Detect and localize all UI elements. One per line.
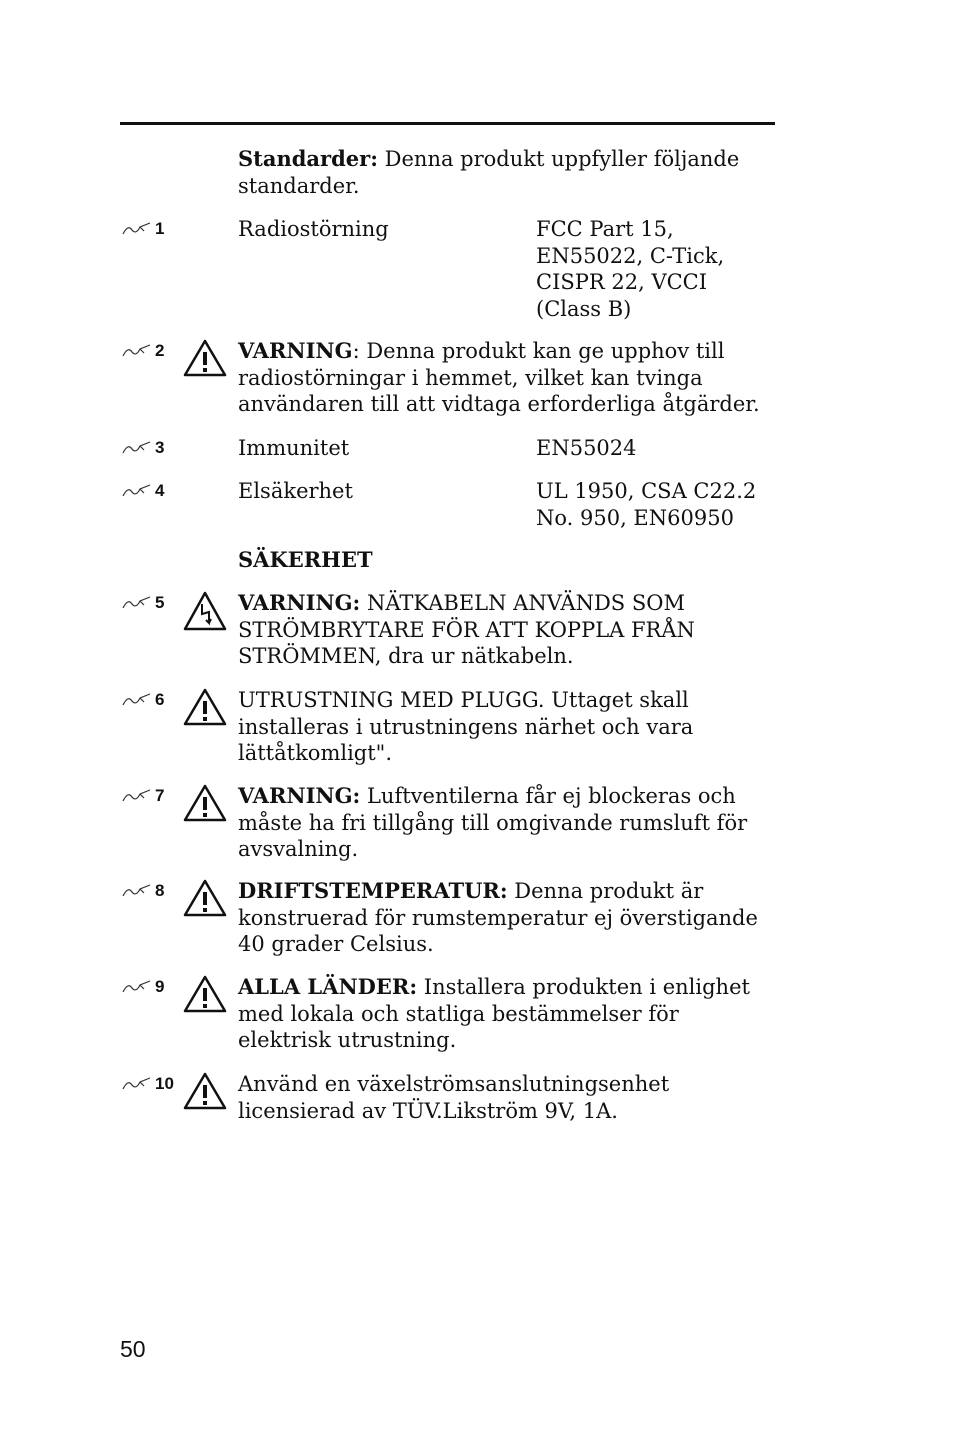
pen-icon [120,692,152,708]
pen-icon [120,483,152,499]
item-text: NÄTKABELN ANVÄNDS SOM STRÖMBRYTARE FÖR ATT KOPPLA FRÅN STRÖMMEN, dra ur nätkabeln. [238,591,695,668]
item-bold: VARNING: [238,783,361,808]
item-text: Installera produkten i enlighet med lokala och statliga bestämmelser för elektrisk utrustning. [238,975,750,1052]
electric-shock-icon [182,590,228,632]
warning-icon [182,878,228,918]
item-number: 4 [120,478,164,504]
item-text: Denna produkt är konstruerad för rumstemperatur ej överstigande 40 grader Celsius. [238,879,758,956]
item-value: FCC Part 15, EN55022, C-Tick, CISPR 22, VCCI (Class B) [536,217,725,321]
item-bold: VARNING: [238,590,361,615]
item-bold: ALLA LÄNDER: [238,974,418,999]
item-value: EN55024 [536,436,637,460]
warning-icon [182,783,228,823]
warning-icon [182,1071,228,1111]
item-number: 1 [120,216,164,242]
item-bold: VARNING [238,338,353,363]
warning-icon [182,687,228,727]
pen-icon [120,221,152,237]
item-text: : Denna produkt kan ge upphov till radiostörningar i hemmet, vilket kan tvinga användaren till att vidtaga erforderliga åtgärder. [238,339,760,416]
item-number: 8 [120,878,164,904]
item-text: UTRUSTNING MED PLUGG. Uttaget skall installeras i utrustningens närhet och vara lättåtkomligt". [238,688,694,765]
pen-icon [120,883,152,899]
item-number: 6 [120,687,164,713]
pen-icon [120,595,152,611]
item-label: Radiostörning [238,217,389,241]
pen-icon [120,440,152,456]
item-text: Luftventilerna får ej blockeras och måste ha fri tillgång till omgivande rumsluft för avsvalning. [238,784,748,861]
warning-icon [182,974,228,1014]
item-number: 9 [120,974,164,1000]
intro-label: Standarder: [238,146,378,171]
page-number: 50 [120,1336,146,1362]
pen-icon [120,979,152,995]
item-number: 7 [120,783,164,809]
top-rule [120,122,775,125]
pen-icon [120,1076,152,1092]
item-number: 3 [120,435,164,461]
item-text: Använd en växelströmsanslutningsenhet licensierad av TÜV.Likström 9V, 1A. [238,1072,670,1123]
item-label: Elsäkerhet [238,479,353,503]
intro-text: Denna produkt uppfyller följande standarder. [238,147,740,198]
item-number: 10 [120,1071,174,1097]
item-value: UL 1950, CSA C22.2 No. 950, EN60950 [536,479,757,530]
item-number: 2 [120,338,164,364]
item-label: Immunitet [238,436,350,460]
warning-icon [182,338,228,378]
pen-icon [120,343,152,359]
item-bold: DRIFTSTEMPERATUR: [238,878,508,903]
item-number: 5 [120,590,164,616]
pen-icon [120,788,152,804]
